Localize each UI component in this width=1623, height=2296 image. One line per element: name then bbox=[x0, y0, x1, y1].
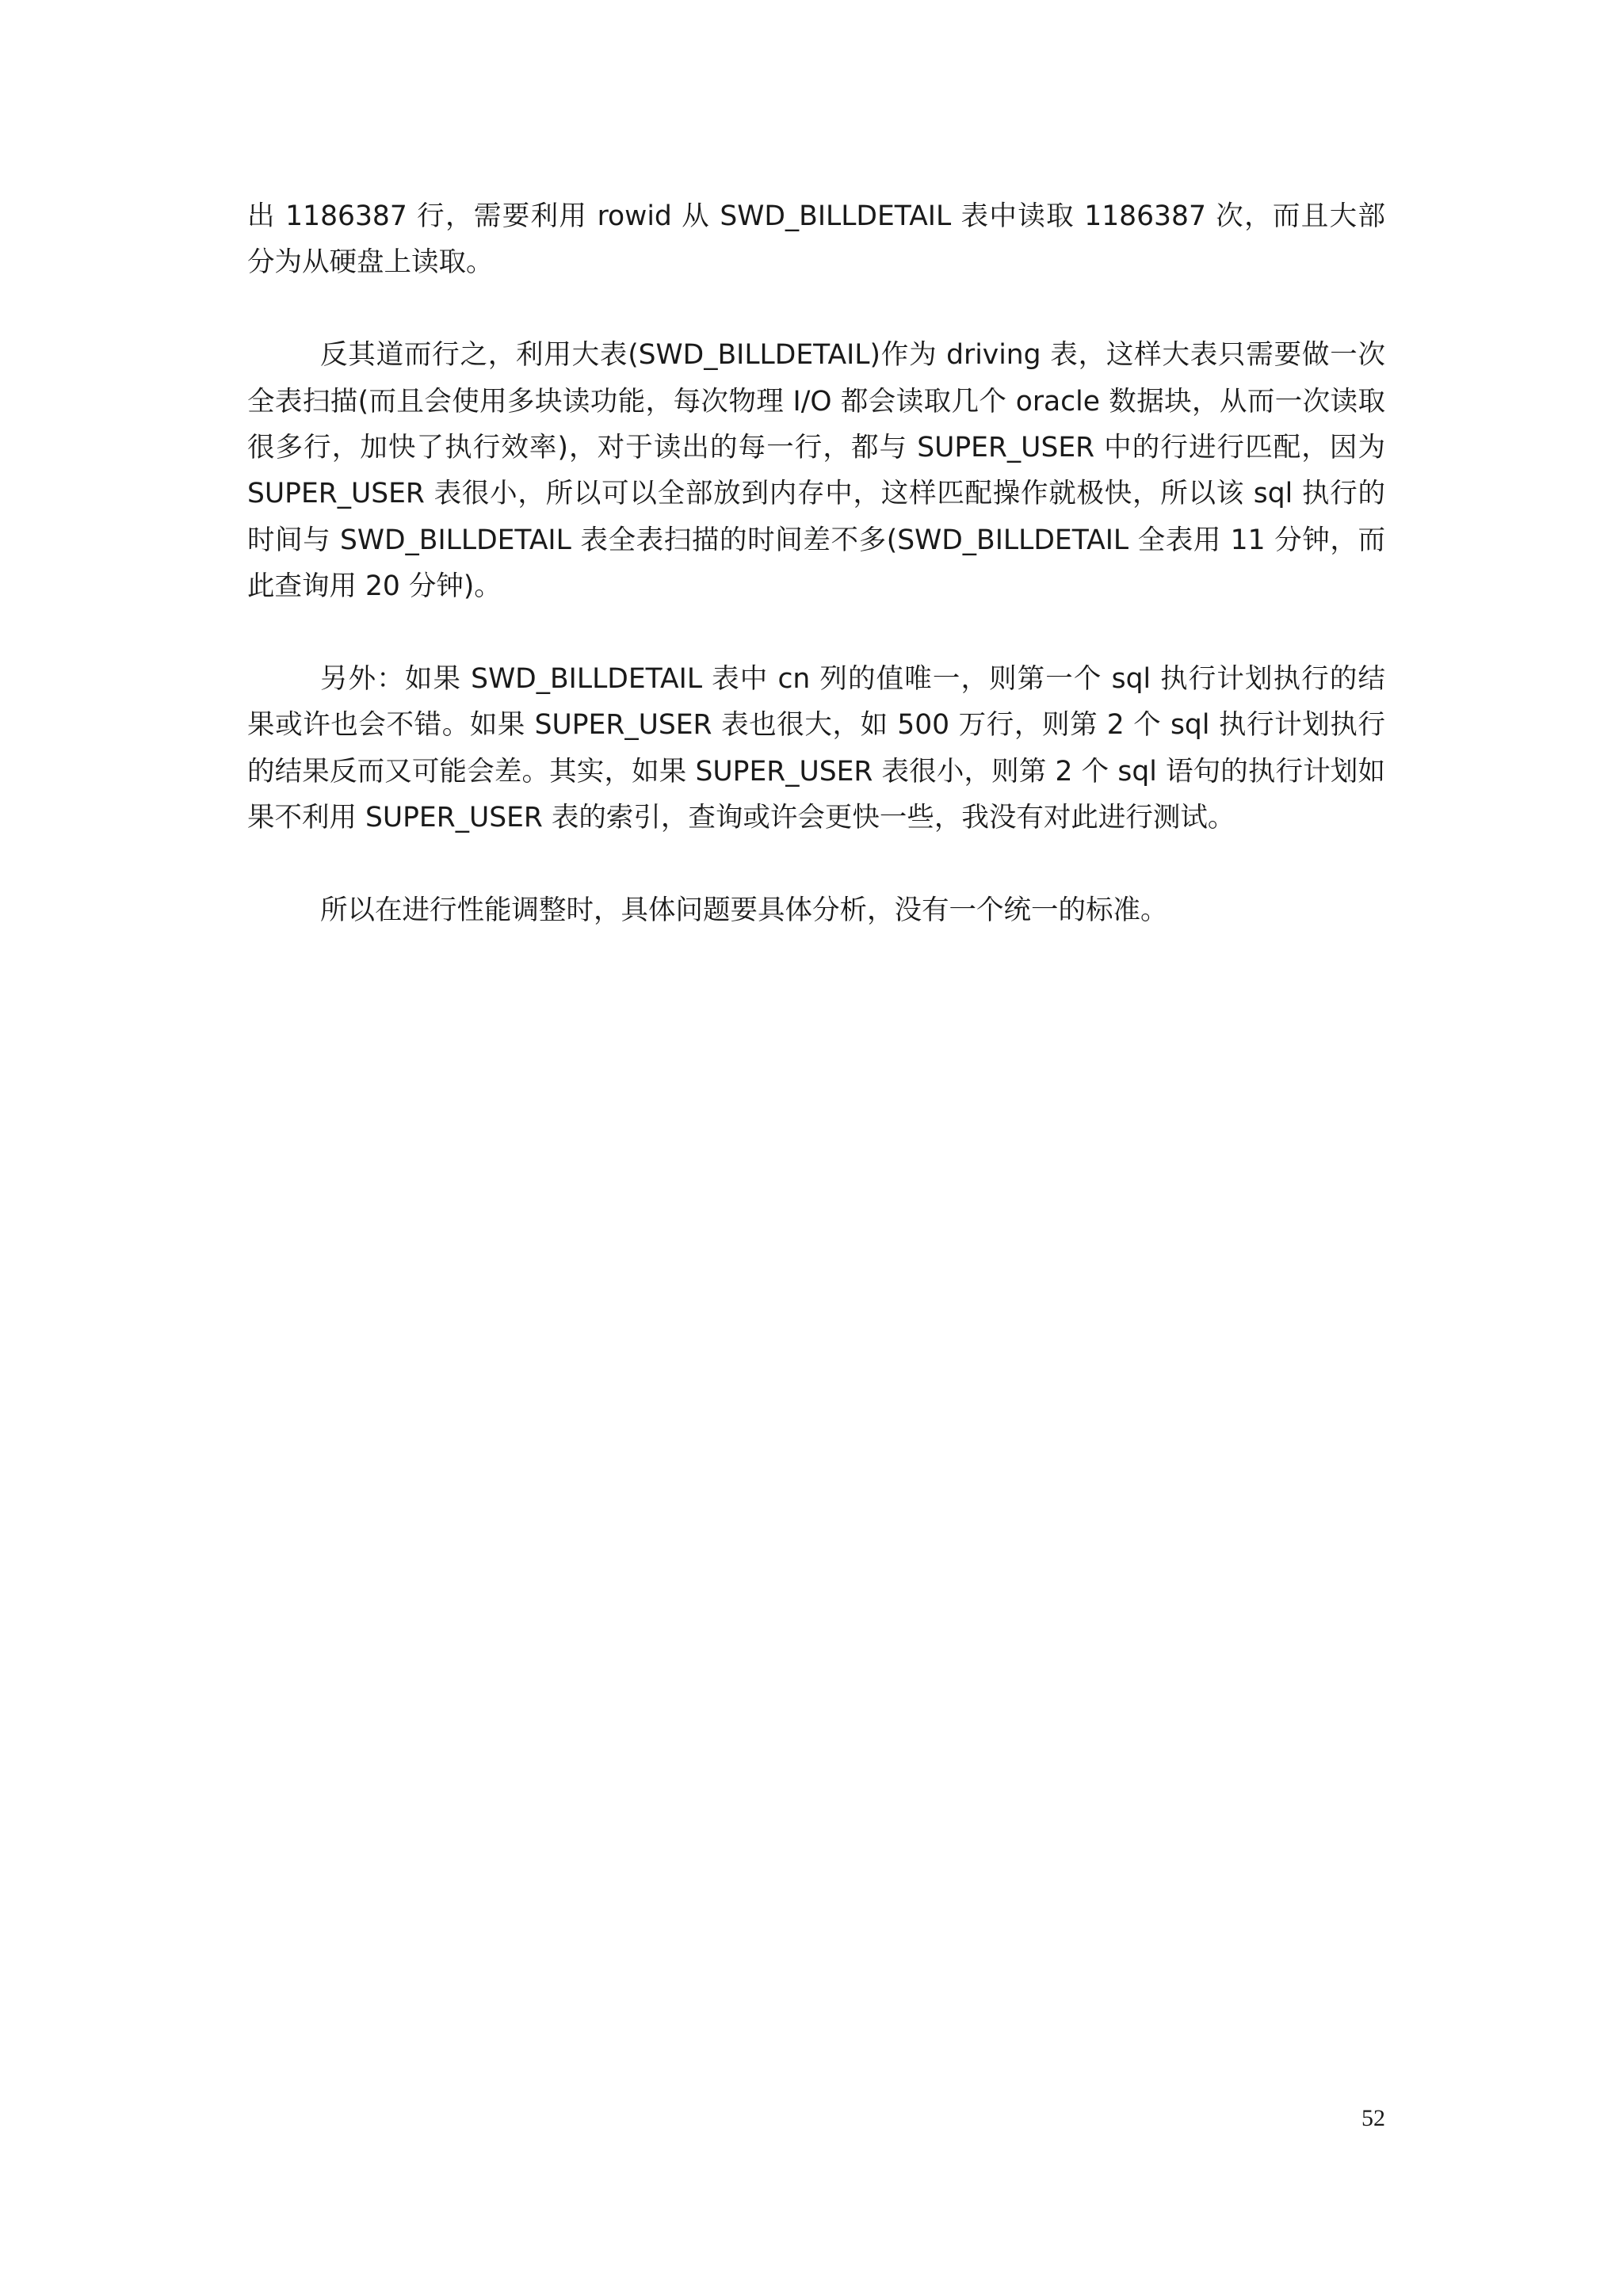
paragraph-3: 另外：如果 SWD_BILLDETAIL 表中 cn 列的值唯一，则第一个 sql 执行计划执行的结果或许也会不错。如果 SUPER_USER 表也很大，如 500 万行，则第 2 个 sql 执行计划执行的结果反而又可能会差。其实，如果 SUPER_USER 表很小，则第 2 个 sql 语句的执行计划如果不利用 SUPER_USER 表的索引，查询或许会更快一些，我没有对此进行测试。 bbox=[247, 663, 1385, 834]
page-number: 52 bbox=[1361, 2105, 1385, 2131]
paragraph-2: 反其道而行之，利用大表(SWD_BILLDETAIL)作为 driving 表，这样大表只需要做一次全表扫描(而且会使用多块读功能，每次物理 I/O 都会读取几个 oracle 数据块，从而一次读取很多行，加快了执行效率)，对于读出的每一行，都与 SUPER_USER 中的行进行匹配，因为 SUPER_USER 表很小，所以可以全部放到内存中，这样匹配操作就极快，所以该 sql 执行的时间与 SWD_BILLDETAIL 表全表扫描的时间差不多(SWD_BILLDETAIL 全表用 11 分钟，而此查询用 20 分钟)。 bbox=[247, 339, 1394, 603]
paragraph-1: 出 1186387 行，需要利用 rowid 从 SWD_BILLDETAIL 表中读取 1186387 次，而且大部分为从硬盘上读取。 bbox=[247, 200, 1385, 279]
paragraph-4: 所以在进行性能调整时，具体问题要具体分析，没有一个统一的标准。 bbox=[320, 894, 1168, 927]
body-text bbox=[247, 193, 1394, 980]
